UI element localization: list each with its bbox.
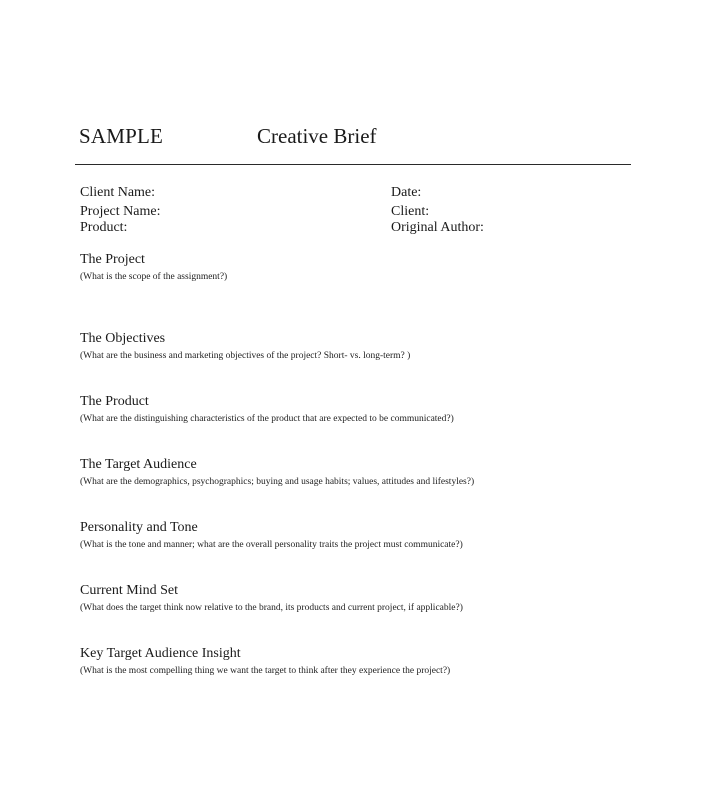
- section-title-current-mind-set: Current Mind Set: [80, 583, 178, 598]
- section-title-objectives: The Objectives: [80, 331, 166, 346]
- section-hint-current-mind-set: (What does the target think now relative to the brand, its products and current project, if applicable?): [80, 603, 463, 613]
- section-hint-product: (What are the distinguishing characteristics of the product that are expected to be communicated?): [80, 414, 454, 424]
- section-hint-target-audience: (What are the demographics, psychographics; buying and usage habits; values, attitudes and lifestyles?): [80, 477, 475, 487]
- project-name-label: Project Name:: [80, 204, 161, 219]
- section-title-project: The Project: [80, 252, 145, 267]
- date-label: Date:: [391, 185, 422, 200]
- client-name-label: Client Name:: [80, 185, 156, 200]
- header-divider: [75, 164, 631, 165]
- section-title-target-audience: The Target Audience: [80, 457, 197, 472]
- section-hint-key-insight: (What is the most compelling thing we want the target to think after they experience the project?): [80, 666, 451, 676]
- section-hint-project: (What is the scope of the assignment?): [80, 272, 228, 282]
- original-author-label: Original Author:: [391, 220, 484, 235]
- section-hint-personality-tone: (What is the tone and manner; what are the overall personality traits the project must communicate?): [80, 540, 463, 550]
- product-label: Product:: [80, 220, 128, 235]
- section-hint-objectives: (What are the business and marketing objectives of the project? Short- vs. long-term? ): [80, 351, 411, 361]
- section-title-key-insight: Key Target Audience Insight: [80, 646, 241, 661]
- sample-label: SAMPLE: [79, 124, 164, 148]
- section-title-product: The Product: [80, 394, 149, 409]
- section-title-personality-tone: Personality and Tone: [80, 520, 198, 535]
- client-label: Client:: [391, 204, 430, 219]
- document-title: Creative Brief: [257, 124, 377, 148]
